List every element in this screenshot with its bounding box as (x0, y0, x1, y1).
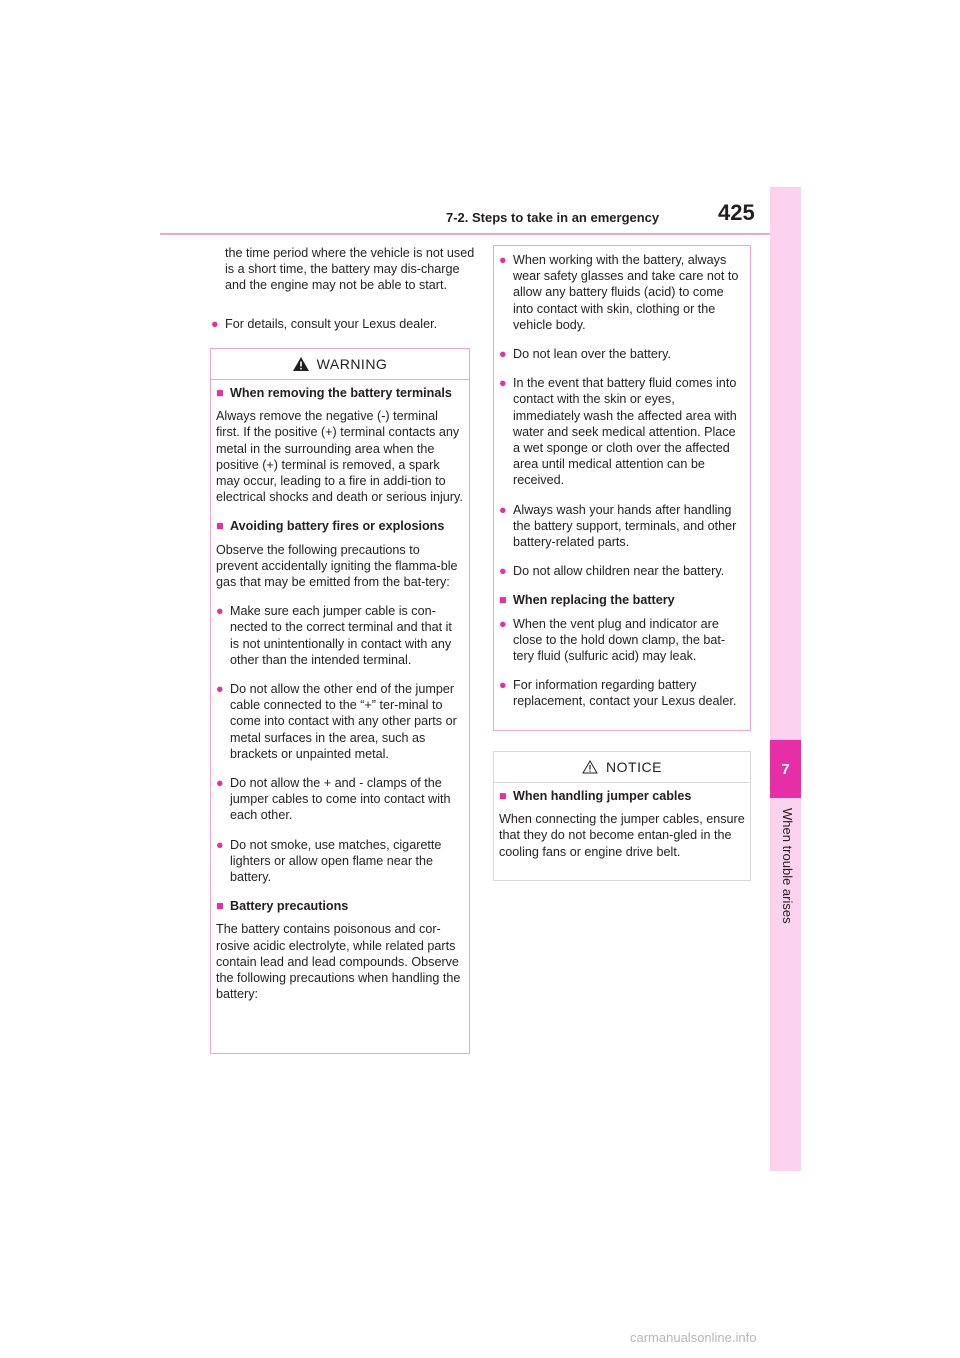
warning-triangle-icon (293, 357, 309, 371)
bullet-text: In the event that battery fluid comes into contact with the skin or eyes, immediately wash the affected area with water and seek medical attention. Place a wet sponge or cloth over the affected area until medical attention can be received. (513, 376, 737, 488)
square-bullet-icon: ■ (216, 519, 224, 534)
bullet-text: When working with the battery, always wear safety glasses and take care not to allow any battery fluids (acid) to come into contact with skin, clothing or the vehicle body. (513, 253, 739, 332)
bullet-icon: ● (216, 682, 224, 697)
warning-bullet (216, 837, 464, 886)
watermark-text: carmanualsonline.info (630, 1330, 757, 1345)
heading-text: When removing the battery terminals (230, 386, 452, 400)
notice-section-heading (499, 788, 745, 804)
notice-paragraph: When connecting the jumper cables, ensure that they do not become entan-gled in the cooling fans or engine drive belt. (499, 812, 745, 859)
bullet-text: Do not lean over the battery. (513, 347, 671, 362)
warning-section-heading (216, 385, 464, 401)
caution-triangle-icon (582, 760, 598, 774)
heading-text: When handling jumper cables (513, 789, 692, 803)
bullet-icon: ● (499, 564, 507, 579)
notice-header (494, 752, 750, 783)
heading-text: Avoiding battery fires or explosions (230, 519, 445, 534)
warning-title: WARNING (316, 356, 388, 372)
bullet-icon: ● (499, 376, 507, 391)
notice-title: NOTICE (606, 759, 662, 775)
warning-section-heading (216, 518, 464, 534)
warning-paragraph: Always remove the negative (-) terminal first. If the positive (+) terminal contacts any metal in the surrounding area when the positive (+) terminal is removed, a spark may occur, leading to a fire in addi-tion to electrical shocks and death or serious injury. (216, 409, 463, 505)
warning-header (211, 349, 469, 380)
warning-bullet (499, 563, 745, 579)
header-rule (160, 233, 770, 235)
warning-bullet (499, 677, 745, 709)
bullet-text: When the vent plug and indicator are close to the hold down clamp, the bat-tery fluid (sulfuric acid) may leak. (513, 616, 726, 664)
bullet-icon: ● (499, 616, 507, 631)
bullet-icon: ● (499, 502, 507, 517)
bullet-text: Make sure each jumper cable is con-nected to the correct terminal and that it is not unintentionally in contact with any other than the intended terminal. (230, 604, 452, 667)
bullet-icon: ● (216, 776, 224, 791)
warning-bullet (499, 616, 745, 665)
bullet-icon: ● (499, 678, 507, 693)
warning-paragraph: The battery contains poisonous and cor-rosive acidic electrolyte, while related parts contain lead and lead compounds. Observe the following precautions when handling the battery: (216, 922, 461, 1002)
square-bullet-icon: ■ (499, 593, 507, 608)
warning-section-heading (499, 592, 745, 608)
warning-bullet (499, 375, 745, 488)
bullet-text: For information regarding battery replacement, contact your Lexus dealer. (513, 678, 737, 709)
warning-bullet (216, 681, 464, 762)
warning-bullet (499, 252, 745, 333)
intro-bullet (211, 316, 475, 332)
bullet-icon: ● (211, 317, 219, 331)
notice-box (493, 751, 751, 881)
heading-text: Battery precautions (230, 899, 349, 914)
chapter-number: 7 (770, 740, 801, 798)
bullet-icon: ● (499, 347, 507, 362)
bullet-text: Always wash your hands after handling the battery support, terminals, and other battery-related parts. (513, 502, 737, 550)
bullet-text: Do not allow the + and - clamps of the jumper cables to come into contact with each other. (230, 776, 451, 823)
bullet-text: Do not smoke, use matches, cigarette lighters or allow open flame near the battery. (230, 837, 442, 885)
warning-continuation-box (493, 245, 751, 731)
warning-bullet (216, 775, 464, 824)
square-bullet-icon: ■ (216, 899, 224, 914)
warning-bullet (499, 346, 745, 362)
heading-text: When replacing the battery (513, 593, 675, 608)
square-bullet-icon: ■ (216, 386, 224, 400)
warning-bullet (499, 502, 745, 551)
bullet-text: Do not allow children near the battery. (513, 564, 725, 579)
warning-bullet (216, 603, 464, 668)
warning-paragraph: Observe the following precautions to prevent accidentally igniting the flamma-ble gas that may be emitted from the bat-tery: (216, 542, 458, 590)
bullet-text: Do not allow the other end of the jumper cable connected to the “+” ter-minal to come into contact with any other parts or metal surfaces in the area, such as brackets or unpainted metal. (230, 682, 457, 761)
page-number: 425 (718, 200, 755, 225)
intro-bullet-text: For details, consult your Lexus dealer. (225, 317, 438, 331)
chapter-side-tab (770, 187, 801, 1171)
chapter-title: When trouble arises (780, 808, 795, 924)
square-bullet-icon: ■ (499, 789, 507, 803)
bullet-icon: ● (216, 604, 224, 619)
bullet-icon: ● (216, 837, 224, 852)
intro-continuation: the time period where the vehicle is not used is a short time, the battery may dis-charge and the engine may not be able to start. (225, 246, 475, 293)
warning-box (210, 348, 470, 1054)
warning-section-heading (216, 898, 464, 914)
bullet-icon: ● (499, 253, 507, 267)
running-header: 7-2. Steps to take in an emergency (446, 210, 660, 225)
